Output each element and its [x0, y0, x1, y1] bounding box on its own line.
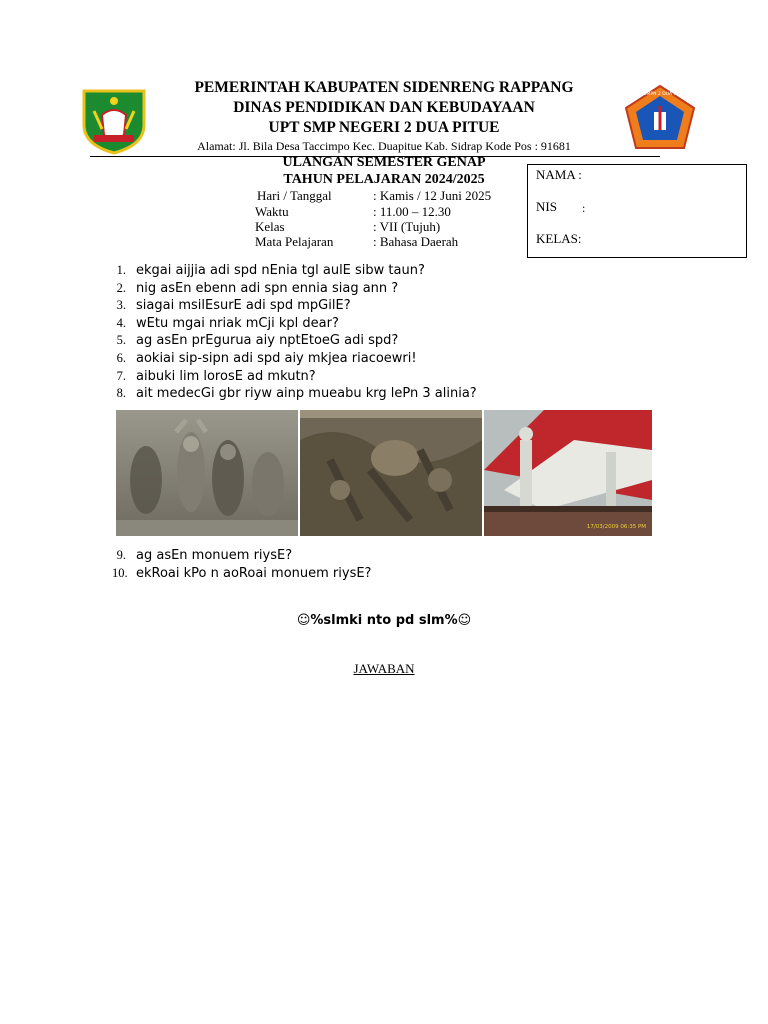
question-number: 9.	[116, 548, 126, 562]
question-text: ekRoai kPo n aoRoai monuem riysE?	[136, 566, 372, 581]
kelas-label: KELAS:	[536, 231, 582, 246]
question-text: aokiai sip-sipn adi spd aiy mkjea riacoewri!	[136, 351, 417, 366]
info-value: : Bahasa Daerah	[373, 234, 459, 249]
student-id-box	[527, 164, 747, 258]
question-number: 5.	[116, 333, 126, 347]
nama-label: NAMA :	[536, 167, 582, 182]
question-text: ag asEn monuem riysE?	[136, 548, 293, 563]
question-number: 1.	[116, 263, 126, 277]
nis-colon: :	[582, 201, 586, 215]
exam-title: ULANGAN SEMESTER GENAP	[282, 155, 486, 170]
info-value: : 11.00 – 12.30	[373, 204, 451, 219]
nis-label: NIS	[536, 199, 557, 214]
info-label: Mata Pelajaran	[255, 234, 334, 249]
question-text: siagai msilEsurE adi spd mpGilE?	[136, 298, 351, 313]
school-logo-text: UPT SMPN 2 DUA PITUE	[633, 92, 687, 97]
question-text: wEtu mgai nriak mCji kpl dear?	[136, 316, 339, 331]
question-text: ekgai aijjia adi spd nEnia tgl aulE sibw taun?	[136, 263, 425, 278]
info-label: Waktu	[255, 204, 289, 219]
question-number: 6.	[116, 351, 126, 365]
question-number: 8.	[116, 386, 126, 400]
question-number: 2.	[116, 281, 126, 295]
header-department: DINAS PENDIDIKAN DAN KEBUDAYAAN	[233, 99, 535, 116]
question-text: ait medecGi gbr riyw ainp mueabu krg lePn 3 alinia?	[136, 386, 477, 401]
info-value: : VII (Tujuh)	[373, 219, 441, 234]
exam-year: TAHUN PELAJARAN 2024/2025	[283, 172, 485, 187]
header-school: UPT SMP NEGERI 2 DUA PITUE	[268, 119, 500, 136]
photo-timestamp: 17/03/2009 06:35 PM	[586, 524, 646, 530]
info-value: : Kamis / 12 Juni 2025	[373, 188, 492, 203]
question-text: nig asEn ebenn adi spn ennia siag ann ?	[136, 281, 399, 296]
question-number: 10.	[112, 566, 128, 580]
header-address: Alamat: Jl. Bila Desa Taccimpo Kec. Duapitue Kab. Sidrap Kode Pos : 91681	[197, 139, 571, 153]
closing-greeting: ☺%slmki nto pd slm%☺	[296, 613, 472, 628]
monument-photo-3	[484, 410, 652, 536]
question-number: 7.	[116, 369, 126, 383]
info-label: Hari / Tanggal	[257, 188, 332, 203]
question-text: ag asEn prEgurua aiy nptEtoeG adi spd?	[136, 333, 399, 348]
info-label: Kelas	[255, 219, 285, 234]
header-government: PEMERINTAH KABUPATEN SIDENRENG RAPPANG	[194, 79, 574, 96]
question-text: aibuki lim lorosE ad mkutn?	[136, 369, 316, 384]
relief-photo-2	[300, 410, 482, 536]
question-number: 4.	[116, 316, 126, 330]
question-number: 3.	[116, 298, 126, 312]
answer-heading: JAWABAN	[353, 661, 415, 676]
relief-photo-1	[116, 410, 298, 536]
